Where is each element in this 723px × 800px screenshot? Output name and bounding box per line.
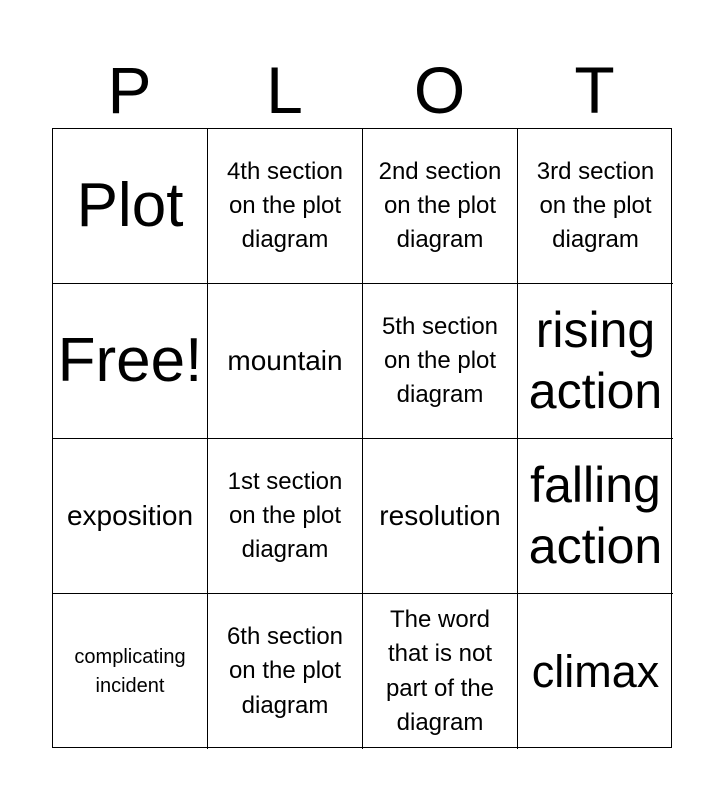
- header-letter-p: P: [107, 53, 152, 127]
- cell-text: complicating incident: [74, 645, 186, 697]
- bingo-cell-r2c1[interactable]: [53, 284, 208, 439]
- cell-text: climax: [531, 645, 660, 697]
- cell-text: mountain: [227, 345, 343, 377]
- header-letter-t: T: [574, 53, 615, 127]
- bingo-cell-r4c1[interactable]: [53, 594, 208, 749]
- cell-text: Plot: [76, 171, 184, 241]
- bingo-cell-r4c4[interactable]: [518, 594, 673, 749]
- cell-text: 3rd section on the plot diagram: [536, 157, 655, 254]
- cell-text: 4th section on the plot diagram: [226, 157, 344, 254]
- cell-text: falling action: [528, 457, 663, 574]
- bingo-cell-r3c2[interactable]: [208, 439, 363, 594]
- cell-text: 5th section on the plot diagram: [381, 312, 499, 409]
- bingo-cell-r1c3[interactable]: [363, 129, 518, 284]
- bingo-cell-r1c1[interactable]: [53, 129, 208, 284]
- bingo-cell-r4c2[interactable]: [208, 594, 363, 749]
- bingo-cell-r3c1[interactable]: [53, 439, 208, 594]
- cell-text: Free!: [57, 326, 203, 396]
- bingo-cell-r3c3[interactable]: [363, 439, 518, 594]
- bingo-cell-r3c4[interactable]: [518, 439, 673, 594]
- cell-text: rising action: [528, 302, 663, 419]
- cell-text: 6th section on the plot diagram: [226, 623, 344, 719]
- cell-text: exposition: [66, 500, 194, 532]
- cell-text: resolution: [379, 500, 501, 532]
- bingo-cell-r1c2[interactable]: [208, 129, 363, 284]
- bingo-header: [52, 52, 672, 128]
- header-letter-o: O: [413, 53, 466, 127]
- bingo-cell-r1c4[interactable]: [518, 129, 673, 284]
- cell-text: The word that is not part of the diagram: [385, 605, 495, 736]
- bingo-cell-r2c2[interactable]: [208, 284, 363, 439]
- bingo-board: [52, 128, 672, 748]
- bingo-cell-r2c3[interactable]: [363, 284, 518, 439]
- bingo-cell-r4c3[interactable]: [363, 594, 518, 749]
- header-letter-l: L: [266, 53, 303, 127]
- bingo-cell-r2c4[interactable]: [518, 284, 673, 439]
- cell-text: 2nd section on the plot diagram: [378, 157, 502, 254]
- cell-text: 1st section on the plot diagram: [227, 467, 343, 564]
